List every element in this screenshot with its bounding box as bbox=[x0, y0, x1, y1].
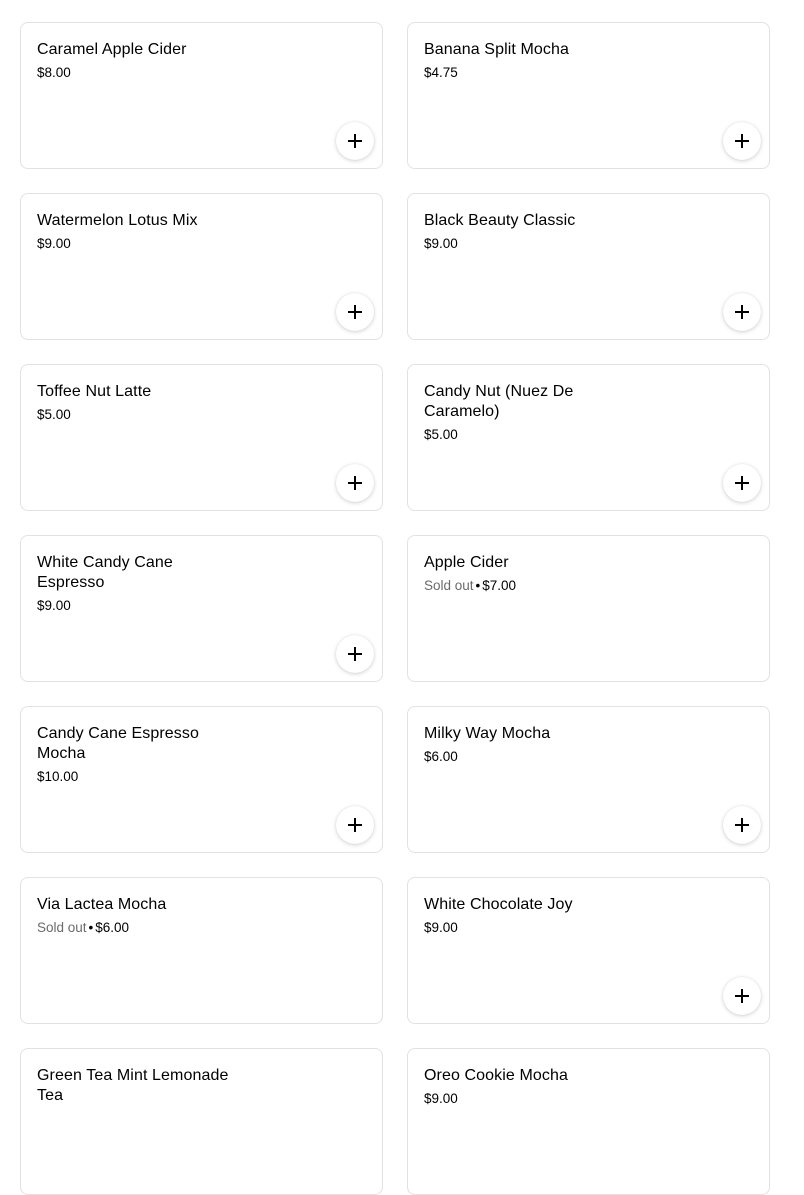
plus-icon bbox=[348, 647, 362, 661]
add-to-cart-button[interactable] bbox=[723, 464, 761, 502]
plus-icon bbox=[348, 818, 362, 832]
menu-item-name: Green Tea Mint Lemonade Tea bbox=[37, 1067, 229, 1104]
menu-item-name: Watermelon Lotus Mix bbox=[37, 212, 198, 229]
add-to-cart-button[interactable] bbox=[723, 293, 761, 331]
sold-out-label: Sold out bbox=[424, 578, 474, 593]
plus-icon bbox=[348, 134, 362, 148]
menu-item-price-line bbox=[37, 768, 237, 786]
add-to-cart-button[interactable] bbox=[723, 122, 761, 160]
menu-item-card-sold-out[interactable] bbox=[407, 535, 770, 682]
menu-item-card[interactable] bbox=[407, 706, 770, 853]
menu-item-price-line bbox=[424, 426, 624, 444]
menu-item-price: $4.75 bbox=[424, 65, 458, 80]
menu-item-price-line bbox=[424, 235, 624, 253]
menu-item-name: Banana Split Mocha bbox=[424, 41, 570, 58]
menu-item-name: Via Lactea Mocha bbox=[37, 896, 167, 913]
menu-item-name: White Candy Cane Espresso bbox=[37, 554, 173, 591]
menu-item-grid bbox=[20, 22, 770, 1195]
menu-item-price-line bbox=[424, 64, 624, 82]
menu-item-card[interactable] bbox=[20, 1048, 383, 1195]
menu-item-price-line bbox=[37, 235, 237, 253]
menu-item-price: $9.00 bbox=[424, 1091, 458, 1106]
plus-icon bbox=[735, 818, 749, 832]
menu-item-info bbox=[37, 553, 237, 615]
menu-item-price-line bbox=[37, 597, 237, 615]
menu-item-card[interactable] bbox=[407, 193, 770, 340]
separator-dot: • bbox=[88, 920, 94, 935]
menu-item-price-line bbox=[37, 64, 237, 82]
menu-item-info bbox=[37, 382, 237, 424]
menu-item-price-line bbox=[37, 406, 237, 424]
menu-item-name: Candy Nut (Nuez De Caramelo) bbox=[424, 383, 574, 420]
menu-item-card[interactable] bbox=[407, 877, 770, 1024]
menu-item-price: $9.00 bbox=[37, 236, 71, 251]
menu-item-card[interactable] bbox=[407, 1048, 770, 1195]
menu-item-card[interactable] bbox=[20, 535, 383, 682]
add-to-cart-button[interactable] bbox=[723, 977, 761, 1015]
menu-item-price: $6.00 bbox=[95, 920, 130, 935]
menu-item-info bbox=[424, 553, 624, 595]
add-to-cart-button[interactable] bbox=[336, 122, 374, 160]
menu-item-name: Caramel Apple Cider bbox=[37, 41, 187, 58]
plus-icon bbox=[735, 305, 749, 319]
menu-item-price: $9.00 bbox=[424, 236, 458, 251]
menu-item-card-sold-out[interactable] bbox=[20, 877, 383, 1024]
menu-item-price-line bbox=[424, 1090, 624, 1108]
add-to-cart-button[interactable] bbox=[336, 464, 374, 502]
menu-item-info bbox=[37, 895, 237, 937]
menu-item-info bbox=[424, 1066, 624, 1108]
plus-icon bbox=[735, 989, 749, 1003]
menu-item-info bbox=[37, 40, 237, 82]
menu-item-name: White Chocolate Joy bbox=[424, 896, 573, 913]
menu-item-info bbox=[37, 724, 237, 786]
separator-dot: • bbox=[475, 578, 481, 593]
menu-item-name: Milky Way Mocha bbox=[424, 725, 551, 742]
plus-icon bbox=[348, 305, 362, 319]
menu-item-info bbox=[424, 211, 624, 253]
add-to-cart-button[interactable] bbox=[723, 806, 761, 844]
menu-item-card[interactable] bbox=[20, 364, 383, 511]
menu-item-name: Candy Cane Espresso Mocha bbox=[37, 725, 199, 762]
add-to-cart-button[interactable] bbox=[336, 293, 374, 331]
plus-icon bbox=[735, 476, 749, 490]
menu-item-name: Toffee Nut Latte bbox=[37, 383, 152, 400]
menu-item-price: $7.00 bbox=[482, 578, 517, 593]
menu-item-card[interactable] bbox=[407, 22, 770, 169]
menu-item-price-line bbox=[424, 748, 624, 766]
menu-item-info bbox=[424, 382, 624, 444]
menu-item-price: $8.00 bbox=[37, 65, 71, 80]
menu-item-name: Black Beauty Classic bbox=[424, 212, 576, 229]
plus-icon bbox=[735, 134, 749, 148]
sold-out-label: Sold out bbox=[37, 920, 87, 935]
menu-item-info bbox=[37, 1066, 237, 1110]
menu-item-info bbox=[37, 211, 237, 253]
menu-item-card[interactable] bbox=[20, 193, 383, 340]
menu-item-price: $9.00 bbox=[37, 598, 71, 613]
menu-item-name: Apple Cider bbox=[424, 554, 509, 571]
add-to-cart-button[interactable] bbox=[336, 635, 374, 673]
menu-item-price: $6.00 bbox=[424, 749, 458, 764]
menu-item-price-line bbox=[37, 919, 237, 937]
menu-item-info bbox=[424, 724, 624, 766]
menu-item-info bbox=[424, 895, 624, 937]
menu-item-card[interactable] bbox=[20, 706, 383, 853]
add-to-cart-button[interactable] bbox=[336, 806, 374, 844]
menu-item-price: $9.00 bbox=[424, 920, 458, 935]
menu-item-card[interactable] bbox=[20, 22, 383, 169]
menu-item-price-line bbox=[424, 577, 624, 595]
menu-item-price: $10.00 bbox=[37, 769, 79, 784]
menu-item-card[interactable] bbox=[407, 364, 770, 511]
plus-icon bbox=[348, 476, 362, 490]
menu-item-name: Oreo Cookie Mocha bbox=[424, 1067, 568, 1084]
menu-item-info bbox=[424, 40, 624, 82]
menu-item-price: $5.00 bbox=[37, 407, 71, 422]
menu-item-price-line bbox=[424, 919, 624, 937]
menu-item-price: $5.00 bbox=[424, 427, 458, 442]
